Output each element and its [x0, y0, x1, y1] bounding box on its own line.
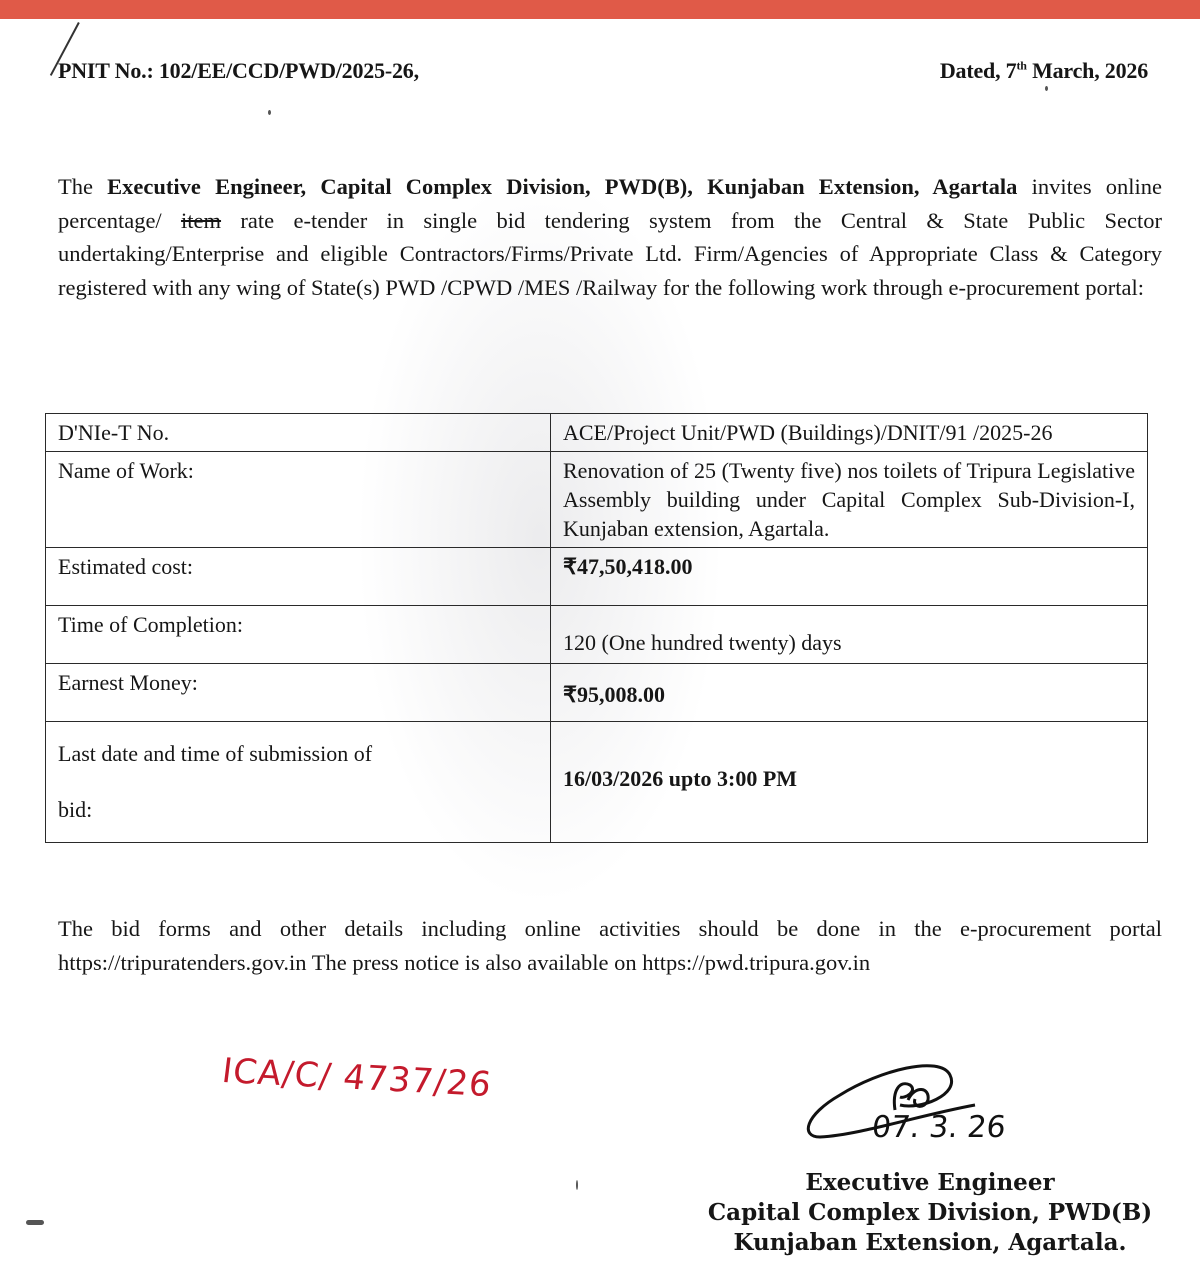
signatory-location: Kunjaban Extension, Agartala.: [733, 1229, 1127, 1256]
intro-paragraph: [58, 170, 1162, 304]
portal-note-middle: The press notice is also available on: [306, 950, 643, 975]
scan-speck: [576, 1180, 578, 1190]
table-row: [46, 452, 1148, 548]
signatory-designation: Executive Engineer: [805, 1169, 1055, 1196]
table-row: [46, 664, 1148, 722]
row-value-dnit: ACE/Project Unit/PWD (Buildings)/DNIT/91 /2025-26: [551, 414, 1148, 452]
row-value-estimated-cost: ₹47,50,418.00: [551, 548, 1148, 606]
row-value-submission-deadline: 16/03/2026 upto 3:00 PM: [551, 722, 1148, 843]
table-row: [46, 722, 1148, 843]
intro-text-3: rate e-tender in single bid tendering system from the Central & State Public Sector undertaking/Enterprise and eligible Contractors/Firms/Private Ltd. Firm/Agencies of Appropriate Class & Category registered with any wing of State(s) PWD /CPWD /MES /Railway for the following work through e-procurement portal:: [58, 207, 1162, 300]
tripuratenders-link[interactable]: https://tripuratenders.gov.in: [58, 950, 307, 975]
intro-text-1: The: [58, 174, 108, 199]
signature-date: 07. 3. 26: [870, 1110, 1008, 1145]
row-value-earnest-money: ₹95,008.00: [551, 664, 1148, 722]
table-row: [46, 414, 1148, 452]
issuer-name: Executive Engineer, Capital Complex Division, PWD(B), Kunjaban Extension, Agartala: [107, 174, 1018, 199]
row-label-dnit: D'NIe-T No.: [46, 414, 551, 452]
row-label-earnest-money: Earnest Money:: [46, 664, 551, 722]
portal-note-text: The bid forms and other details including online activities should be done in the e-procurement portal: [58, 916, 1162, 941]
row-label-submission-deadline: [46, 722, 551, 843]
date-month-year: March, 2026: [1026, 58, 1148, 83]
notice-header: [58, 58, 1148, 84]
row-value-completion-time: 120 (One hundred twenty) days: [551, 606, 1148, 664]
intro-text-2: invites online percentage/: [58, 174, 1162, 233]
table-row: [46, 548, 1148, 606]
scan-speck: [26, 1220, 44, 1225]
date-day: Dated, 7: [939, 58, 1017, 83]
pnit-number: PNIT No.: 102/EE/CCD/PWD/2025-26,: [58, 58, 419, 83]
row-label-estimated-cost: Estimated cost:: [46, 548, 551, 606]
date-suffix: th: [1016, 58, 1027, 73]
portal-note-paragraph: [58, 912, 1162, 980]
label-line-1: Last date and time of submission of: [58, 741, 373, 766]
pwd-tripura-link[interactable]: https://pwd.tripura.gov.in: [642, 950, 871, 975]
signatory-block: [690, 1168, 1170, 1258]
scan-speck: [1045, 86, 1048, 91]
handwritten-reference-number: ICA/C/ 4737/26: [219, 1051, 494, 1105]
top-bar: [0, 0, 1200, 19]
tender-details-table: [45, 413, 1148, 843]
row-label-completion-time: Time of Completion:: [46, 606, 551, 664]
notice-date: [940, 58, 1148, 84]
scan-speck: [268, 110, 271, 115]
row-label-work-name: Name of Work:: [46, 452, 551, 548]
struck-word: item: [181, 207, 222, 233]
label-line-2: bid:: [58, 797, 93, 822]
table-row: [46, 606, 1148, 664]
signatory-division: Capital Complex Division, PWD(B): [707, 1199, 1153, 1226]
row-value-work-name: Renovation of 25 (Twenty five) nos toilets of Tripura Legislative Assembly building under Capital Complex Sub-Division-I, Kunjaban extension, Agartala.: [551, 452, 1148, 548]
